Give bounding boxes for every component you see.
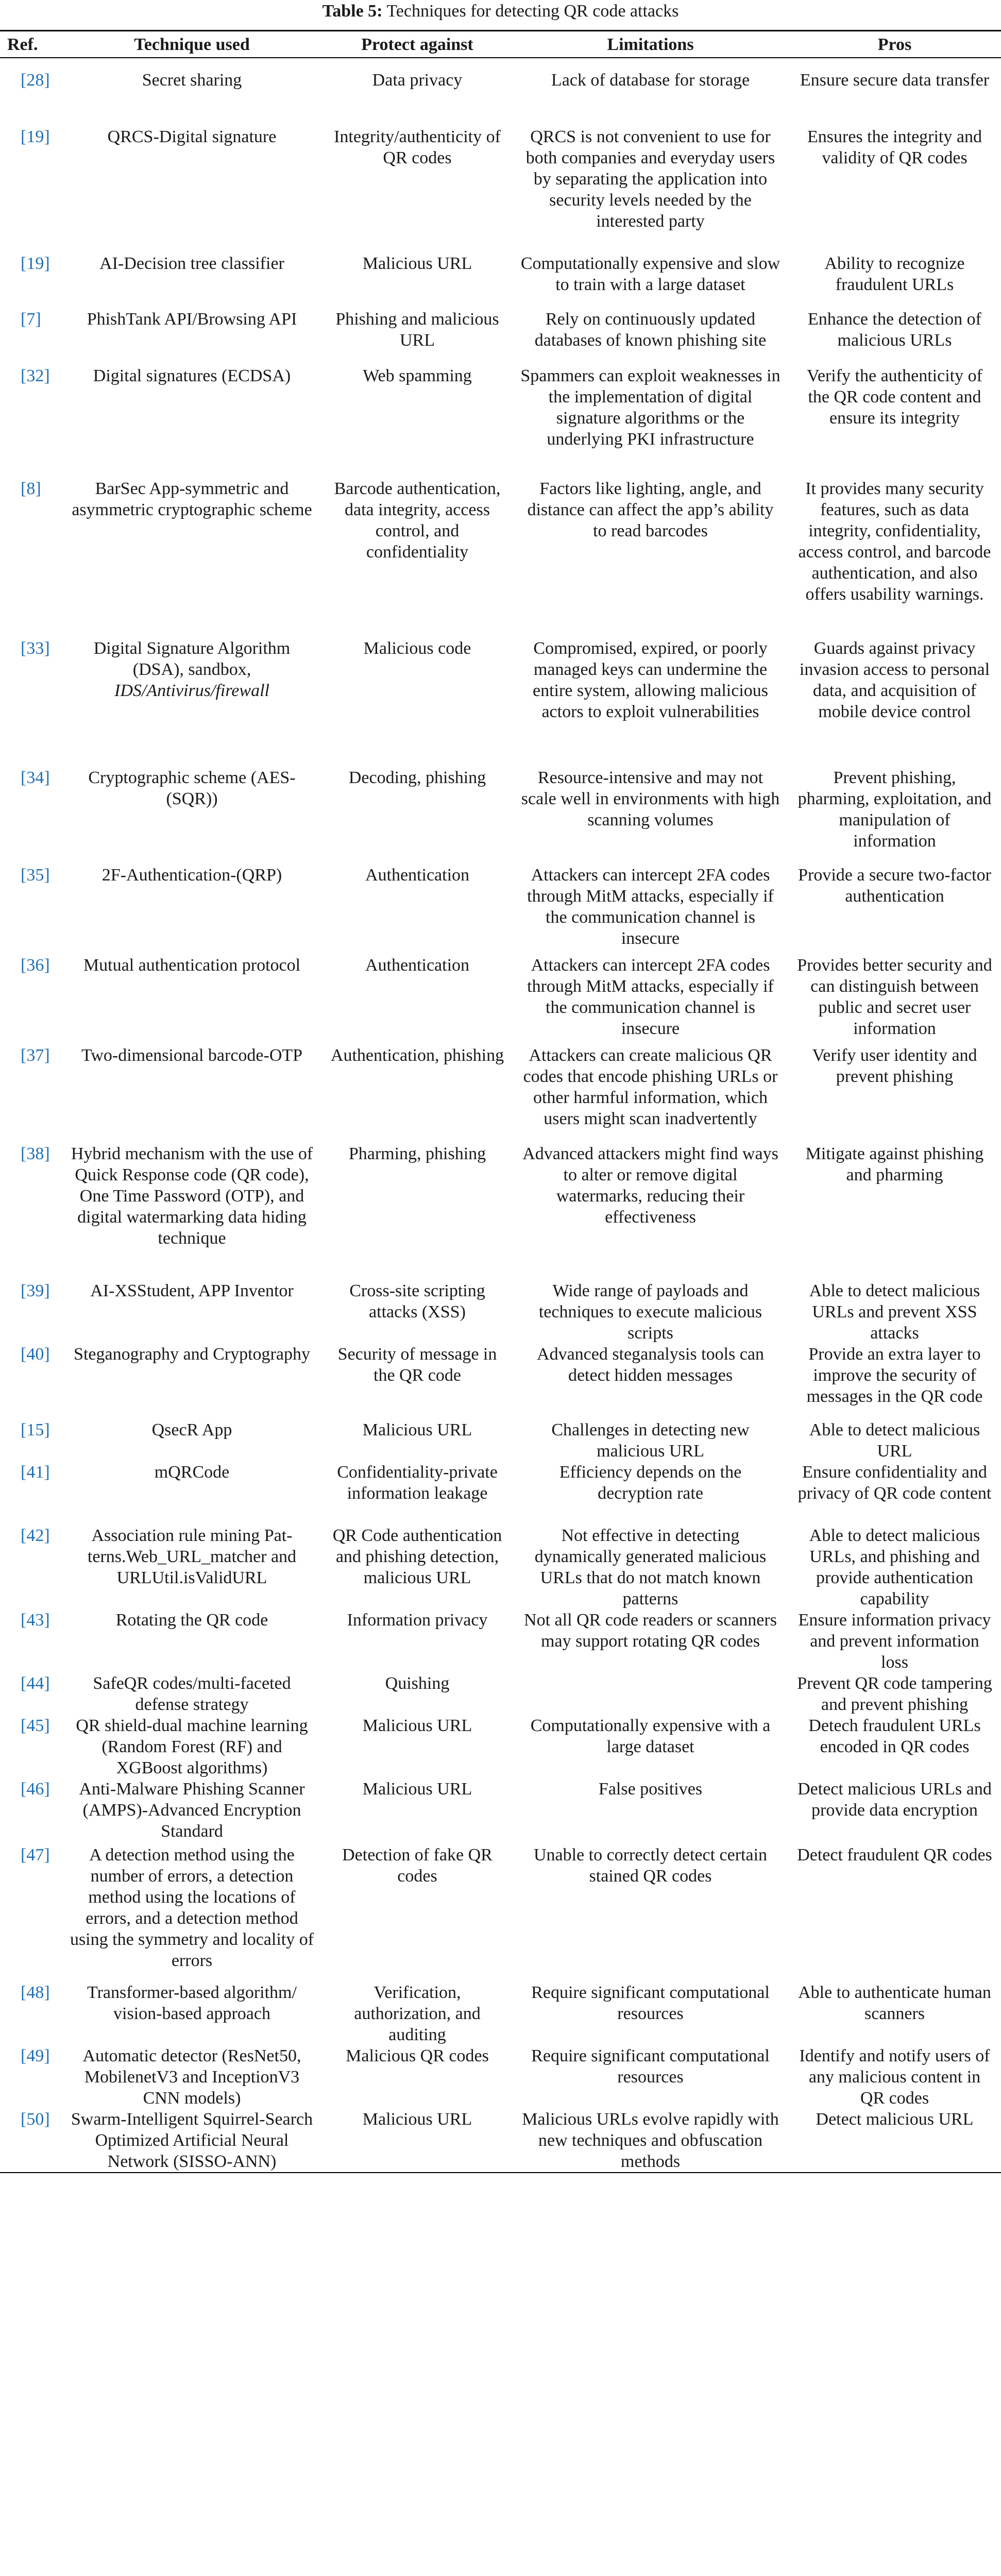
cell-protect: Malicious URL xyxy=(362,1420,472,1439)
ref-link[interactable]: [36] xyxy=(21,956,50,975)
cell-pros: Ensure secure data transfer xyxy=(800,71,990,90)
ref-link[interactable]: [19] xyxy=(21,127,50,146)
cell-technique: Digital signatures (ECDSA) xyxy=(93,366,291,385)
table-row xyxy=(0,1143,1001,1280)
cell-limitations: Not all QR code readers or scanners may support rotating QR codes xyxy=(524,1611,777,1651)
ref-link[interactable]: [45] xyxy=(21,1716,50,1735)
cell-technique: QR shield-dual machine learning (Random Forest (RF) and XGBoost algorithms) xyxy=(76,1716,308,1777)
cell-technique: Automatic detector (ResNet50, MobilenetV3 and InceptionV3 CNN models) xyxy=(82,2046,301,2108)
cell-limitations: Challenges in detecting new malicious URL xyxy=(551,1420,750,1461)
table-row xyxy=(0,253,1001,309)
cell-technique: Two-dimensional barcode-OTP xyxy=(81,1046,303,1065)
cell-pros: Ensure information privacy and prevent information loss xyxy=(798,1611,991,1672)
ref-link[interactable]: [38] xyxy=(21,1144,50,1163)
table-row xyxy=(0,2045,1001,2109)
cell-pros: Provide an extra layer to improve the security of messages in the QR code xyxy=(806,1345,983,1406)
cell-pros: Detect fraudulent QR codes xyxy=(797,1845,992,1865)
cell-limitations: Compromised, expired, or poorly managed keys can undermine the entire system, allowing malicious actors to exploit vulnerabilities xyxy=(532,639,769,721)
table-row xyxy=(0,309,1001,365)
cell-protect: Malicious URL xyxy=(362,1716,472,1735)
cell-protect: Malicious URL xyxy=(362,254,472,273)
techniques-table xyxy=(0,30,1001,2173)
ref-link[interactable]: [28] xyxy=(21,71,50,90)
table-row xyxy=(0,1982,1001,2045)
cell-pros: Prevent QR code tampering and prevent phishing xyxy=(797,1674,992,1714)
cell-technique: QsecR App xyxy=(151,1420,232,1439)
table-row xyxy=(0,638,1001,767)
table-body xyxy=(0,58,1001,2173)
cell-technique: AI-Decision tree classifier xyxy=(99,254,284,273)
cell-limitations: QRCS is not convenient to use for both companies and everyday users by separating the application into security levels needed by the interested party xyxy=(525,127,775,231)
cell-technique: mQRCode xyxy=(154,1463,230,1482)
ref-link[interactable]: [37] xyxy=(21,1046,50,1065)
cell-protect: Phishing and malicious URL xyxy=(335,310,499,350)
cell-technique: Secret sharing xyxy=(142,71,242,90)
cell-protect: Barcode authentication, data integrity, access control, and confidentiality xyxy=(334,479,501,562)
table-header xyxy=(0,31,1001,58)
table-row xyxy=(0,126,1001,253)
cell-protect: Authentication xyxy=(365,866,470,885)
cell-technique-italic: IDS/Antivirus/firewall xyxy=(114,681,269,700)
cell-pros: Enhance the detection of malicious URLs xyxy=(807,310,981,350)
cell-technique: Transformer-based algorithm/ vision-based approach xyxy=(87,1983,297,2023)
caption-text: Techniques for detecting QR code attacks xyxy=(386,2,679,21)
cell-technique: BarSec App-symmetric and asymmetric cryptographic scheme xyxy=(72,479,312,519)
cell-limitations: Unable to correctly detect certain stained QR codes xyxy=(533,1845,768,1886)
cell-limitations: False positives xyxy=(598,1780,703,1799)
cell-pros: Able to authenticate human scanners xyxy=(798,1983,991,2023)
table-row xyxy=(0,1715,1001,1778)
cell-protect: Information privacy xyxy=(347,1611,488,1630)
cell-technique: SafeQR codes/multi-faceted defense strategy xyxy=(93,1674,291,1714)
cell-technique: 2F-Authentication-(QRP) xyxy=(101,866,282,885)
cell-technique: Steganography and Cryptography xyxy=(74,1345,310,1364)
ref-link[interactable]: [46] xyxy=(21,1780,50,1799)
cell-limitations: Spammers can exploit weaknesses in the implementation of digital signature algorithms or the underlying PKI infrastructure xyxy=(520,366,781,449)
cell-limitations: Factors like lighting, angle, and distance can affect the app’s ability to read barcodes xyxy=(527,479,774,540)
cell-technique: A detection method using the number of errors, a detection method using the locations of errors, and a detection method using the symmetry and locality of errors xyxy=(70,1845,314,1970)
ref-link[interactable]: [48] xyxy=(21,1983,50,2002)
cell-protect: Cross-site scripting attacks (XSS) xyxy=(349,1281,485,1321)
cell-limitations: Lack of database for storage xyxy=(551,71,750,90)
table-row xyxy=(0,865,1001,955)
table-row xyxy=(0,767,1001,865)
cell-limitations: Attackers can intercept 2FA codes through MitM attacks, especially if the communication channel is insecure xyxy=(527,956,774,1038)
header-row xyxy=(0,31,1001,58)
cell-protect: Authentication, phishing xyxy=(330,1046,504,1065)
table-row xyxy=(0,58,1001,126)
cell-protect: Authentication xyxy=(365,956,470,975)
header-ref: Ref. xyxy=(7,35,38,54)
ref-link[interactable]: [7] xyxy=(21,310,41,329)
cell-technique: Mutual authentication protocol xyxy=(83,956,301,975)
cell-technique: QRCS-Digital signature xyxy=(107,127,277,146)
cell-protect: QR Code authentication and phishing detection, malicious URL xyxy=(332,1526,502,1587)
cell-technique: AI-XSStudent, APP Inventor xyxy=(90,1281,294,1300)
ref-link[interactable]: [49] xyxy=(21,2046,50,2065)
cell-technique: Association rule mining Pat-terns.Web_URL_matcher and URLUtil.isValidURL xyxy=(87,1526,297,1587)
cell-pros: Identify and notify users of any malicious content in QR codes xyxy=(799,2046,990,2108)
table-row xyxy=(0,1525,1001,1609)
cell-pros: Detect malicious URL xyxy=(816,2110,974,2129)
cell-limitations: Advanced attackers might find ways to alter or remove digital watermarks, reducing their effectiveness xyxy=(522,1144,778,1227)
ref-link[interactable]: [42] xyxy=(21,1526,50,1545)
cell-protect: Confidentiality-private information leakage xyxy=(337,1463,498,1503)
table-row xyxy=(0,1045,1001,1143)
ref-link[interactable]: [34] xyxy=(21,768,50,787)
ref-link[interactable]: [43] xyxy=(21,1611,50,1630)
cell-limitations: Not effective in detecting dynamically generated malicious URLs that do not match known patterns xyxy=(534,1526,767,1608)
cell-pros: Detech fraudulent URLs encoded in QR codes xyxy=(808,1716,981,1756)
ref-link[interactable]: [15] xyxy=(21,1420,50,1439)
caption-label: Table 5: xyxy=(322,2,383,21)
cell-protect: Security of message in the QR code xyxy=(337,1345,497,1385)
ref-link[interactable]: [41] xyxy=(21,1463,50,1482)
cell-pros: Mitigate against phishing and pharming xyxy=(805,1144,984,1184)
cell-limitations: Require significant computational resources xyxy=(531,1983,770,2023)
cell-limitations: Computationally expensive and slow to train with a large dataset xyxy=(520,254,781,294)
cell-technique: PhishTank API/Browsing API xyxy=(87,310,297,329)
table-row xyxy=(0,2109,1001,2173)
header-technique: Technique used xyxy=(134,35,250,54)
cell-pros: Prevent phishing, pharming, exploitation, and manipulation of information xyxy=(798,768,992,851)
cell-limitations: Attackers can create malicious QR codes that encode phishing URLs or other harmful information, which users might scan inadvertently xyxy=(523,1046,778,1128)
ref-link[interactable]: [39] xyxy=(21,1281,50,1300)
cell-protect: Pharming, phishing xyxy=(348,1144,486,1163)
header-protect: Protect against xyxy=(361,35,473,54)
table-row xyxy=(0,955,1001,1045)
cell-protect: Malicious code xyxy=(363,639,471,658)
cell-technique: Cryptographic scheme (AES-(SQR)) xyxy=(88,768,296,808)
cell-limitations: Malicious URLs evolve rapidly with new techniques and obfuscation methods xyxy=(522,2110,779,2171)
cell-protect: Malicious URL xyxy=(362,1780,472,1799)
ref-link[interactable]: [8] xyxy=(21,479,41,498)
cell-protect: Malicious URL xyxy=(362,2110,472,2129)
cell-pros: Provides better security and can distinguish between public and secret user information xyxy=(797,956,992,1038)
cell-technique: Swarm-Intelligent Squirrel-Search Optimized Artificial Neural Network (SISSO-ANN) xyxy=(71,2110,313,2171)
table-row xyxy=(0,1344,1001,1419)
table-caption xyxy=(0,0,1001,23)
ref-link[interactable]: [44] xyxy=(21,1674,50,1693)
ref-link[interactable]: [33] xyxy=(21,639,50,658)
cell-protect: Verification, authorization, and auditing xyxy=(354,1983,481,2044)
cell-technique: Rotating the QR code xyxy=(115,1611,268,1630)
cell-pros: Verify user identity and prevent phishing xyxy=(812,1046,977,1086)
cell-technique: Digital Signature Algorithm (DSA), sandbox, IDS/Antivirus/firewall xyxy=(93,639,291,700)
ref-link[interactable]: [50] xyxy=(21,2110,50,2129)
table-row xyxy=(0,478,1001,638)
cell-limitations: Require significant computational resources xyxy=(531,2046,770,2087)
cell-technique: Hybrid mechanism with the use of Quick Response code (QR code), One Time Password (OTP), and digital watermarking data hiding technique xyxy=(71,1144,313,1248)
cell-protect: Quishing xyxy=(385,1674,450,1693)
cell-pros: Ensure confidentiality and privacy of QR code content xyxy=(798,1463,992,1503)
table-row xyxy=(0,1609,1001,1673)
cell-pros: Ability to recognize fraudulent URLs xyxy=(824,254,965,294)
cell-protect: Web spamming xyxy=(363,366,472,385)
cell-protect: Data privacy xyxy=(372,71,463,90)
cell-pros: Ensures the integrity and validity of QR codes xyxy=(807,127,982,167)
cell-protect: Detection of fake QR codes xyxy=(342,1845,493,1886)
cell-pros: Detect malicious URLs and provide data encryption xyxy=(798,1780,992,1820)
cell-limitations: Wide range of payloads and techniques to execute malicious scripts xyxy=(538,1281,762,1343)
cell-limitations: Computationally expensive with a large dataset xyxy=(530,1716,771,1756)
table-row xyxy=(0,365,1001,478)
cell-limitations: Attackers can intercept 2FA codes through MitM attacks, especially if the communication channel is insecure xyxy=(527,866,774,948)
cell-limitations xyxy=(513,1673,788,1715)
cell-pros: It provides many security features, such as data integrity, confidentiality, access control, and barcode authentication, and also offers usability warnings. xyxy=(798,479,991,604)
cell-protect: Integrity/authenticity of QR codes xyxy=(334,127,501,167)
cell-pros: Verify the authenticity of the QR code content and ensure its integrity xyxy=(807,366,982,428)
cell-protect: Malicious QR codes xyxy=(346,2046,489,2065)
ref-link[interactable]: [47] xyxy=(21,1845,50,1865)
cell-pros: Provide a secure two-factor authentication xyxy=(798,866,991,906)
cell-pros: Able to detect malicious URLs and prevent XSS attacks xyxy=(809,1281,980,1343)
table-row xyxy=(0,1419,1001,1462)
table-row xyxy=(0,1844,1001,1982)
cell-technique: Anti-Malware Phishing Scanner (AMPS)-Advanced Encryption Standard xyxy=(79,1780,305,1841)
cell-limitations: Advanced steganalysis tools can detect hidden messages xyxy=(537,1345,764,1385)
table-row xyxy=(0,1778,1001,1844)
table-row xyxy=(0,1673,1001,1715)
header-pros: Pros xyxy=(877,35,912,54)
ref-link[interactable]: [32] xyxy=(21,366,50,385)
ref-link[interactable]: [35] xyxy=(21,866,50,885)
cell-pros: Able to detect malicious URLs, and phishing and provide authentication capability xyxy=(809,1526,980,1608)
table-row xyxy=(0,1462,1001,1525)
cell-protect: Decoding, phishing xyxy=(348,768,486,787)
cell-pros: Guards against privacy invasion access to personal data, and acquisition of mobile device control xyxy=(799,639,990,721)
header-limitations: Limitations xyxy=(607,35,694,54)
ref-link[interactable]: [19] xyxy=(21,254,50,273)
ref-link[interactable]: [40] xyxy=(21,1345,50,1364)
cell-limitations: Rely on continuously updated databases of known phishing site xyxy=(534,310,767,350)
cell-limitations: Resource-intensive and may not scale well in environments with high scanning volumes xyxy=(521,768,780,829)
cell-pros: Able to detect malicious URL xyxy=(809,1420,980,1461)
cell-limitations: Efficiency depends on the decryption rate xyxy=(559,1463,742,1503)
table-row xyxy=(0,1280,1001,1344)
